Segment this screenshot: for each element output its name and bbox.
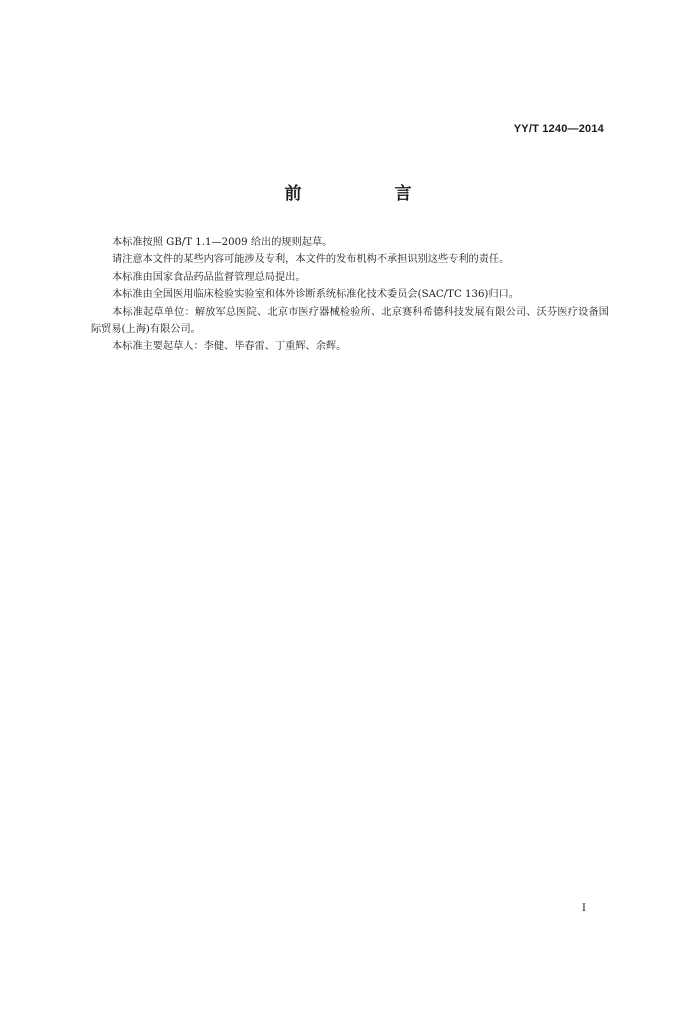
paragraph-drafting-units: 本标准起草单位：解放军总医院、北京市医疗器械检验所、北京赛科希德科技发展有限公司、沃芬医疗设备国际贸易(上海)有限公司。 [91, 306, 609, 336]
foreword-body [91, 234, 609, 356]
standard-code: YY/T 1240—2014 [513, 123, 604, 135]
paragraph-proposer: 本标准由国家食品药品监督管理总局提出。 [112, 271, 306, 283]
paragraph-patent-notice: 请注意本文件的某些内容可能涉及专利，本文件的发布机构不承担识别这些专利的责任。 [112, 254, 510, 266]
paragraph-drafting-rules: 本标准按照 GB/T 1.1—2009 给出的规则起草。 [112, 237, 333, 248]
paragraph-technical-committee: 本标准由全国医用临床检验实验室和体外诊断系统标准化技术委员会(SAC/TC 136)归口。 [112, 289, 519, 301]
paragraph-drafters: 本标准主要起草人：李健、毕春雷、丁重辉、余辉。 [112, 341, 347, 353]
page-number: I [582, 903, 586, 914]
page-title: 前 言 [284, 184, 450, 204]
